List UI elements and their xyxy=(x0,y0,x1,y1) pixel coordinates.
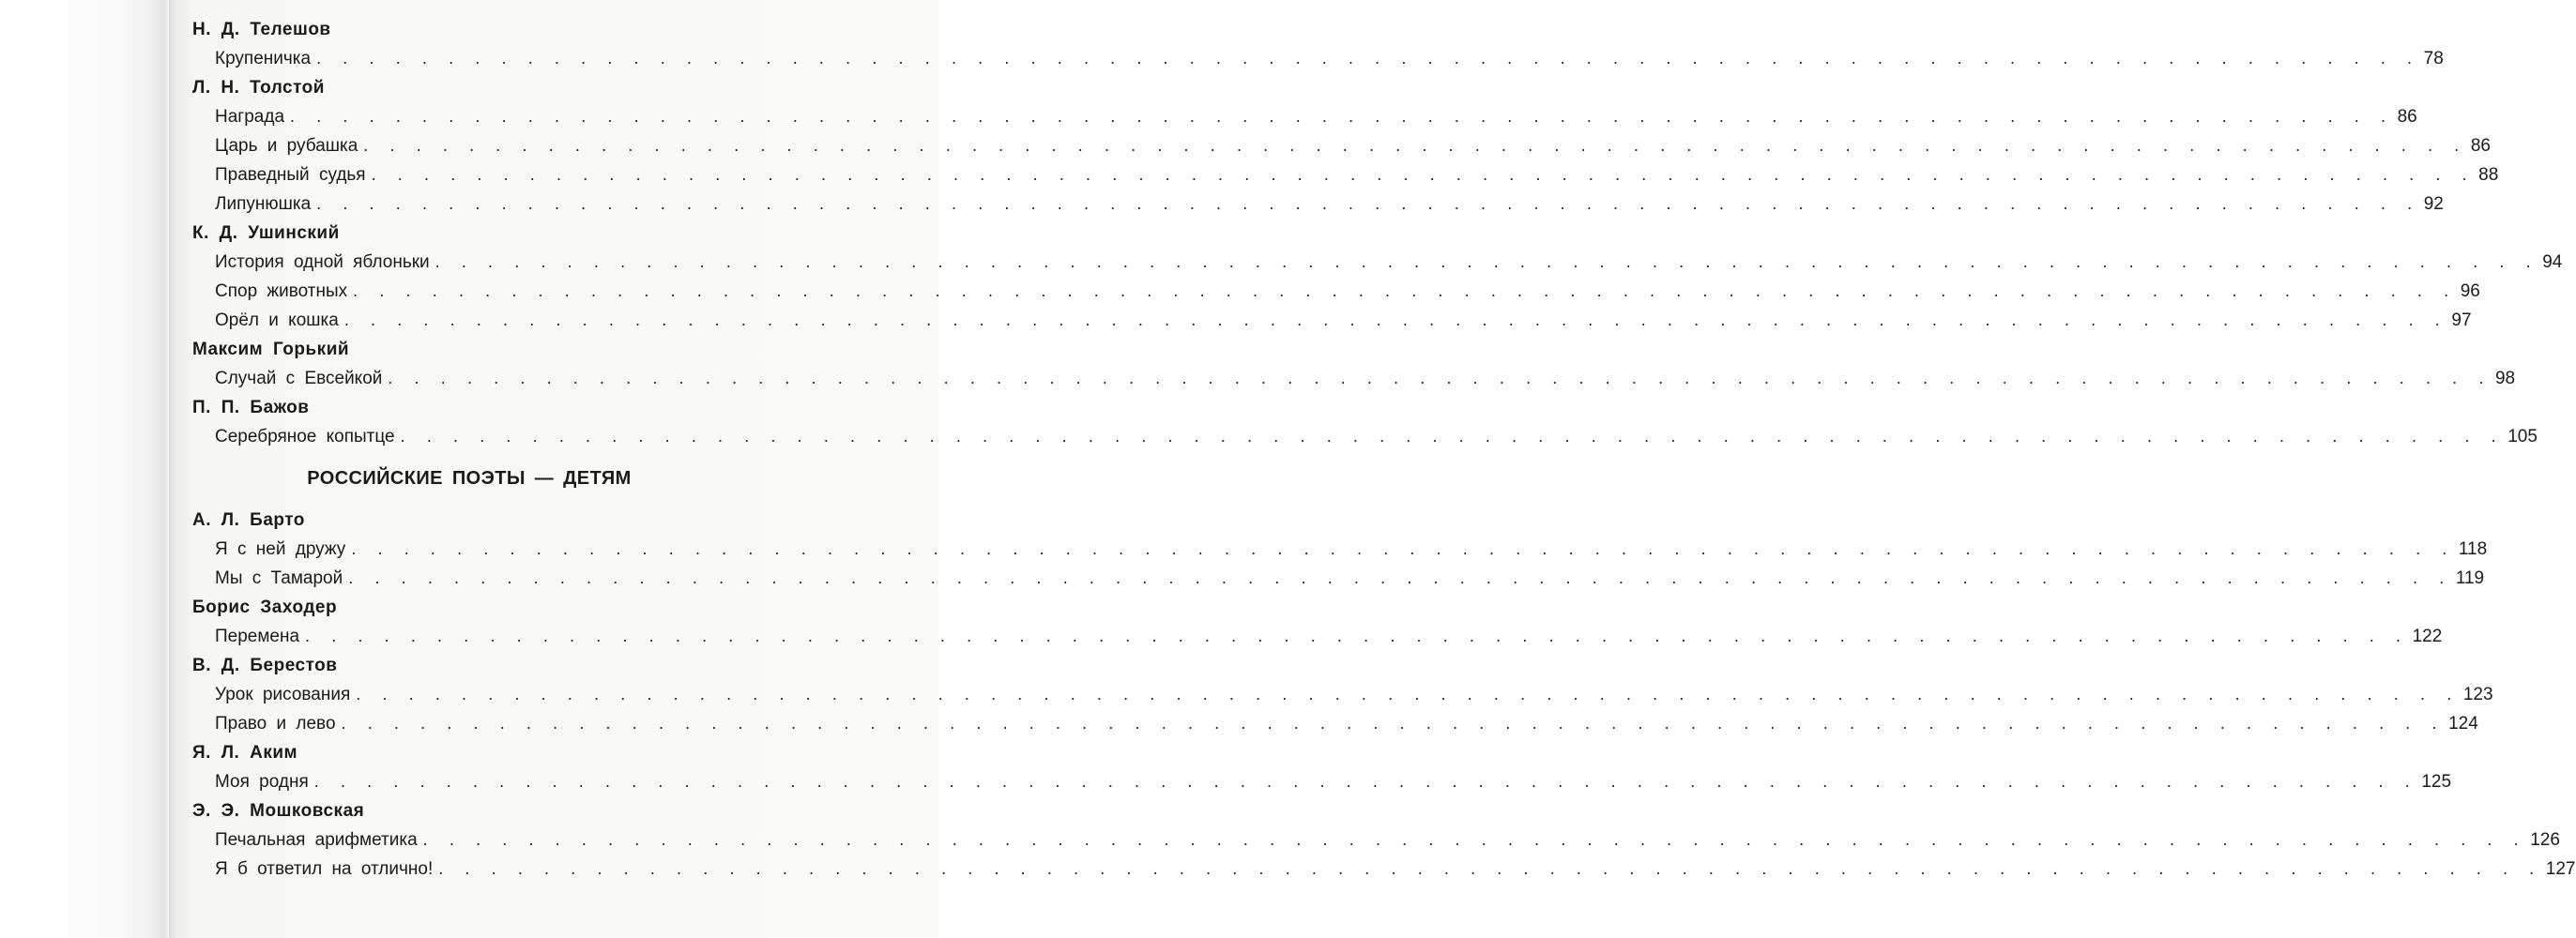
page-number: 126 xyxy=(2530,830,2560,850)
page-number: 118 xyxy=(2458,539,2488,559)
work-title: Спор животных xyxy=(215,281,348,301)
dot-leader: . . . . . . . . . . . . . . . . . . . . . . . . . . . . . . . . . . . . . . . . . . . . . . . . . . . . . . . . . . . . . . . . . . . . . . . . . . . . . . . . xyxy=(438,859,2540,878)
toc-entry xyxy=(192,189,2444,219)
page-number: 98 xyxy=(2494,369,2516,388)
author-name: В. Д. Берестов xyxy=(192,656,338,675)
work-title: Орёл и кошка xyxy=(215,310,339,330)
toc-entry xyxy=(192,131,2491,160)
work-title: Награда xyxy=(215,107,285,127)
work-title: Липунюшка xyxy=(215,194,312,214)
page-number: 97 xyxy=(2451,310,2472,330)
author-name: П. П. Бажов xyxy=(192,398,310,417)
dot-leader: . . . . . . . . . . . . . . . . . . . . . . . . . . . . . . . . . . . . . . . . . . . . . . . . . . . . . . . . . . . . . . . . . . . . . . . . . . . . . . . . xyxy=(290,107,2392,126)
work-title: Перемена xyxy=(215,627,300,646)
toc-entry xyxy=(192,44,2444,73)
author-name: К. Д. Ушинский xyxy=(192,223,340,243)
dot-leader: . . . . . . . . . . . . . . . . . . . . . . . . . . . . . . . . . . . . . . . . . . . . . . . . . . . . . . . . . . . . . . . . . . . . . . . . . . . . . . . . xyxy=(422,830,2525,849)
work-title: Я б ответил на отлично! xyxy=(215,859,434,879)
dot-leader: . . . . . . . . . . . . . . . . . . . . . . . . . . . . . . . . . . . . . . . . . . . . . . . . . . . . . . . . . . . . . . . . . . . . . . . . . . . . . . . . xyxy=(388,369,2490,387)
dot-leader: . . . . . . . . . . . . . . . . . . . . . . . . . . . . . . . . . . . . . . . . . . . . . . . . . . . . . . . . . . . . . . . . . . . . . . . . . . . . . . . . xyxy=(351,539,2453,558)
dot-leader: . . . . . . . . . . . . . . . . . . . . . . . . . . . . . . . . . . . . . . . . . . . . . . . . . . . . . . . . . . . . . . . . . . . . . . . . . . . . . . . . xyxy=(316,194,2418,213)
author-name: Н. Д. Телешов xyxy=(192,20,331,39)
work-title: Праведный судья xyxy=(215,165,366,185)
toc-entry xyxy=(192,306,2472,335)
page-number: 78 xyxy=(2423,49,2444,68)
work-title: История одной яблоньки xyxy=(215,252,430,272)
author-name: А. Л. Барто xyxy=(192,510,305,530)
page-number: 125 xyxy=(2421,772,2452,792)
dot-leader: . . . . . . . . . . . . . . . . . . . . . . . . . . . . . . . . . . . . . . . . . . . . . . . . . . . . . . . . . . . . . . . . . . . . . . . . . . . . . . . . xyxy=(305,627,2407,645)
dot-leader: . . . . . . . . . . . . . . . . . . . . . . . . . . . . . . . . . . . . . . . . . . . . . . . . . . . . . . . . . . . . . . . . . . . . . . . . . . . . . . . . xyxy=(313,772,2416,791)
dot-leader: . . . . . . . . . . . . . . . . . . . . . . . . . . . . . . . . . . . . . . . . . . . . . . . . . . . . . . . . . . . . . . . . . . . . . . . . . . . . . . . . xyxy=(371,165,2474,184)
work-title: Серебряное копытце xyxy=(215,427,395,446)
author-name: Максим Горький xyxy=(192,340,350,359)
toc-entry xyxy=(192,680,2493,709)
work-title: Крупеничка xyxy=(215,49,312,68)
book-spine-margin xyxy=(0,0,169,938)
page-number: 123 xyxy=(2462,685,2493,704)
dot-leader: . . . . . . . . . . . . . . . . . . . . . . . . . . . . . . . . . . . . . . . . . . . . . . . . . . . . . . . . . . . . . . . . . . . . . . . . . . . . . . . . xyxy=(316,49,2418,68)
toc-entry xyxy=(192,160,2499,189)
page-number: 94 xyxy=(2542,252,2563,272)
page-number: 88 xyxy=(2478,165,2499,185)
dot-leader: . . . . . . . . . . . . . . . . . . . . . . . . . . . . . . . . . . . . . . . . . . . . . . . . . . . . . . . . . . . . . . . . . . . . . . . . . . . . . . . . xyxy=(434,252,2538,271)
dot-leader: . . . . . . . . . . . . . . . . . . . . . . . . . . . . . . . . . . . . . . . . . . . . . . . . . . . . . . . . . . . . . . . . . . . . . . . . . . . . . . . . xyxy=(353,281,2455,300)
author-name: Борис Заходер xyxy=(192,598,338,617)
author-name: Э. Э. Мошковская xyxy=(192,801,365,821)
work-title: Случай с Евсейкой xyxy=(215,369,383,388)
work-title: Право и лево xyxy=(215,714,336,734)
dot-leader: . . . . . . . . . . . . . . . . . . . . . . . . . . . . . . . . . . . . . . . . . . . . . . . . . . . . . . . . . . . . . . . . . . . . . . . . . . . . . . . . xyxy=(363,136,2465,155)
dot-leader: . . . . . . . . . . . . . . . . . . . . . . . . . . . . . . . . . . . . . . . . . . . . . . . . . . . . . . . . . . . . . . . . . . . . . . . . . . . . . . . . xyxy=(348,568,2450,587)
page-number: 96 xyxy=(2460,281,2480,301)
page-number: 127 xyxy=(2545,859,2576,879)
page-number: 105 xyxy=(2507,427,2538,446)
toc-entry xyxy=(192,825,2560,855)
page-number: 92 xyxy=(2423,194,2444,214)
toc-entry xyxy=(192,102,2417,131)
author-name: Я. Л. Аким xyxy=(192,743,298,763)
toc-entry xyxy=(192,364,2516,393)
work-title: Моя родня xyxy=(215,772,309,792)
dot-leader: . . . . . . . . . . . . . . . . . . . . . . . . . . . . . . . . . . . . . . . . . . . . . . . . . . . . . . . . . . . . . . . . . . . . . . . . . . . . . . . . xyxy=(356,685,2458,704)
toc-entry xyxy=(192,248,2563,277)
toc-entry xyxy=(192,855,2576,884)
work-title: Я с ней дружу xyxy=(215,539,346,559)
dot-leader: . . . . . . . . . . . . . . . . . . . . . . . . . . . . . . . . . . . . . . . . . . . . . . . . . . . . . . . . . . . . . . . . . . . . . . . . . . . . . . . . xyxy=(343,310,2446,329)
toc-entry xyxy=(192,709,2478,738)
toc-entry xyxy=(192,535,2488,564)
work-title: Печальная арифметика xyxy=(215,830,418,850)
page-number: 124 xyxy=(2448,714,2478,734)
table-of-contents xyxy=(192,15,2576,884)
toc-entry xyxy=(192,277,2480,306)
page-number: 119 xyxy=(2455,568,2485,588)
work-title: Мы с Тамарой xyxy=(215,568,343,588)
page-number: 86 xyxy=(2470,136,2491,156)
page-number: 86 xyxy=(2397,107,2417,127)
author-name: Л. Н. Толстой xyxy=(192,78,325,98)
toc-entry xyxy=(192,622,2443,651)
toc-entry xyxy=(192,564,2485,593)
section-heading: РОССИЙСКИЕ ПОЭТЫ — ДЕТЯМ xyxy=(307,468,632,489)
page-number: 122 xyxy=(2412,627,2443,646)
dot-leader: . . . . . . . . . . . . . . . . . . . . . . . . . . . . . . . . . . . . . . . . . . . . . . . . . . . . . . . . . . . . . . . . . . . . . . . . . . . . . . . . xyxy=(341,714,2444,733)
toc-entry xyxy=(192,422,2538,451)
toc-entry xyxy=(192,767,2452,796)
work-title: Царь и рубашка xyxy=(215,136,358,156)
work-title: Урок рисования xyxy=(215,685,351,704)
dot-leader: . . . . . . . . . . . . . . . . . . . . . . . . . . . . . . . . . . . . . . . . . . . . . . . . . . . . . . . . . . . . . . . . . . . . . . . . . . . . . . . . xyxy=(400,427,2503,446)
